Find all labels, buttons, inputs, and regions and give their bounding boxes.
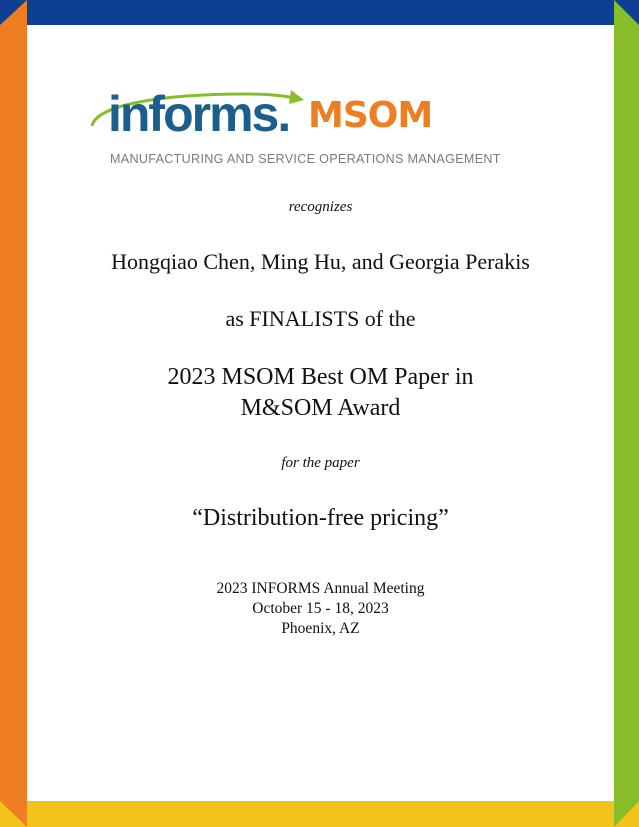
frame-corner-top-left <box>0 0 27 25</box>
frame-border-bottom <box>0 801 639 827</box>
frame-corner-bottom-left <box>0 801 27 827</box>
event-dates: October 15 - 18, 2023 <box>252 600 389 617</box>
recognizes-text: recognizes <box>288 199 353 215</box>
award-title-line-2: M&SOM Award <box>240 395 401 421</box>
frame-border-right <box>614 0 639 827</box>
recipients-names: Hongqiao Chen, Ming Hu, and Georgia Perakis <box>111 249 530 274</box>
award-title-line-1: 2023 MSOM Best OM Paper in <box>167 364 474 390</box>
frame-border-left <box>0 0 27 827</box>
msom-wordmark: MSOM <box>308 95 433 136</box>
frame-border-top <box>0 0 639 25</box>
for-the-paper-text: for the paper <box>281 455 360 471</box>
event-location: Phoenix, AZ <box>281 620 360 637</box>
frame-corner-bottom-right <box>614 801 639 827</box>
frame-corner-top-right <box>614 0 639 25</box>
event-name: 2023 INFORMS Annual Meeting <box>216 580 425 597</box>
logo-tagline: MANUFACTURING AND SERVICE OPERATIONS MANAGEMENT <box>110 152 501 166</box>
paper-title: “Distribution-free pricing” <box>192 505 449 531</box>
informs-msom-logo <box>86 84 446 144</box>
finalist-status: as FINALISTS of the <box>225 306 416 331</box>
informs-wordmark: informs. <box>108 86 290 142</box>
